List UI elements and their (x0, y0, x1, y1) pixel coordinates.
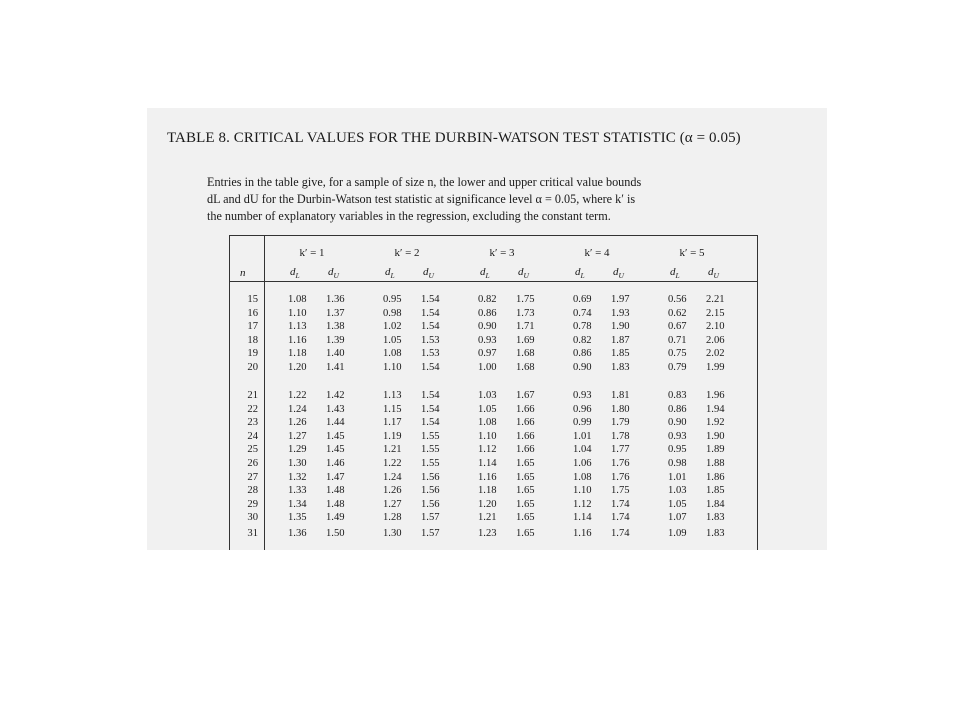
k-header: k′ = 1 (299, 247, 325, 259)
du-cell: 1.78 (611, 430, 630, 442)
dl-cell: 1.10 (288, 307, 307, 319)
du-cell: 1.80 (611, 403, 630, 415)
du-cell: 1.83 (706, 528, 725, 539)
du-cell: 1.57 (421, 512, 440, 524)
dl-cell: 1.12 (478, 444, 497, 456)
dl-cell: 1.36 (288, 528, 307, 539)
du-cell: 1.76 (611, 471, 630, 483)
dl-cell: 0.93 (478, 334, 497, 346)
du-cell: 1.79 (611, 417, 630, 429)
du-cell: 1.65 (516, 498, 535, 510)
n-cell: 31 (247, 528, 258, 539)
dl-cell: 1.08 (383, 348, 402, 360)
dl-cell: 1.10 (573, 485, 592, 497)
du-cell: 1.66 (516, 444, 535, 456)
dl-cell: 1.01 (573, 430, 592, 442)
dl-cell: 1.28 (383, 512, 402, 524)
dl-cell: 0.90 (573, 362, 592, 373)
n-cell: 22 (247, 403, 258, 415)
du-cell: 1.88 (706, 458, 725, 469)
du-cell: 1.83 (611, 362, 630, 373)
dl-cell: 0.96 (573, 403, 592, 415)
du-cell: 1.86 (706, 471, 725, 483)
du-cell: 1.69 (516, 334, 535, 346)
du-cell: 1.49 (326, 512, 345, 524)
table-row (230, 417, 757, 431)
dl-cell: 1.18 (288, 348, 307, 360)
n-cell: 21 (247, 390, 258, 401)
du-cell: 1.42 (326, 390, 345, 401)
du-cell: 1.56 (421, 485, 440, 497)
dl-cell: 1.07 (668, 512, 687, 524)
table-row (230, 404, 757, 418)
table-row (230, 528, 757, 542)
dl-cell: 0.71 (668, 334, 687, 346)
n-cell: 30 (247, 512, 258, 524)
table-row (230, 348, 757, 362)
du-cell: 1.36 (326, 294, 345, 305)
du-header: $d_U$ (613, 266, 624, 281)
n-cell: 19 (247, 348, 258, 360)
du-cell: 1.74 (611, 512, 630, 524)
du-cell: 1.54 (421, 307, 440, 319)
du-cell: 1.37 (326, 307, 345, 319)
du-cell: 1.41 (326, 362, 345, 373)
dl-cell: 1.09 (668, 528, 687, 539)
du-cell: 1.68 (516, 348, 535, 360)
dl-cell: 1.35 (288, 512, 307, 524)
du-header: $d_U$ (708, 266, 719, 281)
n-cell: 15 (247, 294, 258, 305)
dl-cell: 0.93 (668, 430, 687, 442)
dl-cell: 1.30 (383, 528, 402, 539)
du-cell: 1.81 (611, 390, 630, 401)
du-cell: 1.97 (611, 294, 630, 305)
n-cell: 24 (247, 430, 258, 442)
du-cell: 2.21 (706, 294, 725, 305)
dl-cell: 1.14 (478, 458, 497, 469)
dl-cell: 1.32 (288, 471, 307, 483)
du-cell: 1.89 (706, 444, 725, 456)
dl-cell: 1.21 (478, 512, 497, 524)
table-row (230, 499, 757, 513)
du-cell: 1.66 (516, 403, 535, 415)
dl-cell: 1.00 (478, 362, 497, 373)
k-header: k′ = 2 (394, 247, 420, 259)
du-cell: 1.57 (421, 528, 440, 539)
du-cell: 1.45 (326, 444, 345, 456)
du-cell: 1.83 (706, 512, 725, 524)
du-cell: 1.90 (706, 430, 725, 442)
k-header: k′ = 5 (679, 247, 705, 259)
du-cell: 1.48 (326, 485, 345, 497)
dl-cell: 1.10 (478, 430, 497, 442)
du-cell: 2.06 (706, 334, 725, 346)
dl-cell: 1.16 (573, 528, 592, 539)
table-row (230, 472, 757, 486)
dl-cell: 1.27 (383, 498, 402, 510)
dl-cell: 0.95 (383, 294, 402, 305)
dl-cell: 1.27 (288, 430, 307, 442)
dl-cell: 1.16 (478, 471, 497, 483)
dl-cell: 0.62 (668, 307, 687, 319)
du-cell: 1.45 (326, 430, 345, 442)
dl-cell: 0.67 (668, 321, 687, 333)
dl-header: $d_L$ (385, 266, 395, 281)
du-cell: 1.39 (326, 334, 345, 346)
dl-cell: 0.56 (668, 294, 687, 305)
du-cell: 1.66 (516, 417, 535, 429)
dl-cell: 1.03 (478, 390, 497, 401)
dl-cell: 0.90 (668, 417, 687, 429)
dl-cell: 1.14 (573, 512, 592, 524)
du-cell: 1.65 (516, 485, 535, 497)
dl-cell: 1.02 (383, 321, 402, 333)
dl-cell: 1.05 (668, 498, 687, 510)
n-cell: 25 (247, 444, 258, 456)
dl-cell: 1.33 (288, 485, 307, 497)
du-cell: 1.77 (611, 444, 630, 456)
dl-cell: 0.99 (573, 417, 592, 429)
du-cell: 1.65 (516, 471, 535, 483)
du-cell: 1.54 (421, 294, 440, 305)
dl-cell: 0.78 (573, 321, 592, 333)
du-cell: 1.76 (611, 458, 630, 469)
dl-cell: 1.22 (383, 458, 402, 469)
dl-cell: 1.01 (668, 471, 687, 483)
dl-cell: 1.29 (288, 444, 307, 456)
table-row (230, 321, 757, 335)
du-cell: 1.56 (421, 471, 440, 483)
du-cell: 2.10 (706, 321, 725, 333)
dl-cell: 1.19 (383, 430, 402, 442)
n-cell: 27 (247, 471, 258, 483)
dl-cell: 1.08 (573, 471, 592, 483)
dl-cell: 1.05 (478, 403, 497, 415)
dl-cell: 1.26 (288, 417, 307, 429)
n-cell: 16 (247, 307, 258, 319)
dl-cell: 1.24 (383, 471, 402, 483)
dl-cell: 0.93 (573, 390, 592, 401)
du-cell: 1.75 (611, 485, 630, 497)
table-row (230, 390, 757, 404)
dl-cell: 0.69 (573, 294, 592, 305)
k-header: k′ = 3 (489, 247, 515, 259)
dl-cell: 0.74 (573, 307, 592, 319)
du-cell: 1.38 (326, 321, 345, 333)
du-cell: 1.54 (421, 362, 440, 373)
critical-values-table (229, 235, 758, 550)
table-row (230, 294, 757, 308)
dl-cell: 1.34 (288, 498, 307, 510)
dl-cell: 0.98 (668, 458, 687, 469)
k-header: k′ = 4 (584, 247, 610, 259)
du-cell: 1.56 (421, 498, 440, 510)
description-line: dL and dU for the Durbin-Watson test statistic at significance level α = 0.05, where k′ is (207, 192, 636, 206)
dl-header: $d_L$ (575, 266, 585, 281)
du-cell: 1.74 (611, 498, 630, 510)
table-row (230, 458, 757, 472)
dl-cell: 1.26 (383, 485, 402, 497)
table-row (230, 485, 757, 499)
du-cell: 1.48 (326, 498, 345, 510)
du-cell: 1.55 (421, 430, 440, 442)
du-cell: 1.44 (326, 417, 345, 429)
du-cell: 1.47 (326, 471, 345, 483)
dl-cell: 1.30 (288, 458, 307, 469)
dl-cell: 1.13 (288, 321, 307, 333)
dl-cell: 0.83 (668, 390, 687, 401)
table-row (230, 335, 757, 349)
dl-cell: 1.08 (478, 417, 497, 429)
du-cell: 1.67 (516, 390, 535, 401)
du-cell: 1.99 (706, 362, 725, 373)
du-cell: 1.85 (611, 348, 630, 360)
du-cell: 1.54 (421, 417, 440, 429)
du-cell: 1.65 (516, 458, 535, 469)
du-cell: 1.74 (611, 528, 630, 539)
du-cell: 1.75 (516, 294, 535, 305)
dl-cell: 0.95 (668, 444, 687, 456)
dl-cell: 0.75 (668, 348, 687, 360)
du-cell: 1.68 (516, 362, 535, 373)
n-cell: 23 (247, 417, 258, 429)
dl-cell: 1.10 (383, 362, 402, 373)
dl-cell: 0.97 (478, 348, 497, 360)
dl-cell: 1.17 (383, 417, 402, 429)
dl-cell: 1.13 (383, 390, 402, 401)
dl-cell: 0.82 (478, 294, 497, 305)
dl-cell: 0.86 (573, 348, 592, 360)
n-cell: 29 (247, 498, 258, 510)
n-cell: 17 (247, 321, 258, 333)
dl-cell: 1.04 (573, 444, 592, 456)
n-cell: 18 (247, 334, 258, 346)
du-cell: 1.73 (516, 307, 535, 319)
du-header: $d_U$ (328, 266, 339, 281)
du-cell: 2.15 (706, 307, 725, 319)
dl-cell: 1.12 (573, 498, 592, 510)
du-cell: 1.65 (516, 528, 535, 539)
du-cell: 1.84 (706, 498, 725, 510)
table-row (230, 308, 757, 322)
description-line: the number of explanatory variables in the regression, excluding the constant term. (207, 209, 611, 223)
dl-cell: 1.22 (288, 390, 307, 401)
dl-header: $d_L$ (290, 266, 300, 281)
table-row (230, 431, 757, 445)
dl-cell: 0.90 (478, 321, 497, 333)
dl-cell: 0.79 (668, 362, 687, 373)
du-cell: 1.55 (421, 458, 440, 469)
du-header: $d_U$ (423, 266, 434, 281)
header-divider (230, 281, 757, 282)
du-cell: 1.46 (326, 458, 345, 469)
description-line: Entries in the table give, for a sample of size n, the lower and upper critical value bounds (207, 175, 642, 189)
dl-cell: 1.21 (383, 444, 402, 456)
dl-cell: 1.03 (668, 485, 687, 497)
dl-header: $d_L$ (480, 266, 490, 281)
n-cell: 28 (247, 485, 258, 497)
du-cell: 1.54 (421, 390, 440, 401)
dl-cell: 1.16 (288, 334, 307, 346)
du-cell: 1.53 (421, 334, 440, 346)
n-cell: 26 (247, 458, 258, 469)
n-column-header: n (240, 267, 246, 279)
du-cell: 1.55 (421, 444, 440, 456)
du-cell: 1.94 (706, 403, 725, 415)
du-cell: 2.02 (706, 348, 725, 360)
dl-cell: 1.20 (478, 498, 497, 510)
dl-cell: 1.15 (383, 403, 402, 415)
du-cell: 1.85 (706, 485, 725, 497)
scanned-page (147, 108, 827, 550)
n-cell: 20 (247, 362, 258, 373)
dl-cell: 1.18 (478, 485, 497, 497)
dl-cell: 1.05 (383, 334, 402, 346)
dl-cell: 0.98 (383, 307, 402, 319)
du-cell: 1.93 (611, 307, 630, 319)
dl-cell: 0.82 (573, 334, 592, 346)
du-cell: 1.40 (326, 348, 345, 360)
du-cell: 1.87 (611, 334, 630, 346)
dl-cell: 0.86 (478, 307, 497, 319)
du-cell: 1.96 (706, 390, 725, 401)
du-cell: 1.54 (421, 403, 440, 415)
table-row (230, 512, 757, 526)
du-cell: 1.66 (516, 430, 535, 442)
du-cell: 1.54 (421, 321, 440, 333)
dl-cell: 1.06 (573, 458, 592, 469)
dl-cell: 0.86 (668, 403, 687, 415)
du-cell: 1.53 (421, 348, 440, 360)
table-row (230, 362, 757, 376)
table-description (207, 174, 767, 225)
table-title: TABLE 8. CRITICAL VALUES FOR THE DURBIN-WATSON TEST STATISTIC (α = 0.05) (167, 130, 741, 146)
du-cell: 1.65 (516, 512, 535, 524)
du-header: $d_U$ (518, 266, 529, 281)
dl-header: $d_L$ (670, 266, 680, 281)
dl-cell: 1.20 (288, 362, 307, 373)
du-cell: 1.71 (516, 321, 535, 333)
du-cell: 1.43 (326, 403, 345, 415)
dl-cell: 1.24 (288, 403, 307, 415)
dl-cell: 1.23 (478, 528, 497, 539)
du-cell: 1.92 (706, 417, 725, 429)
dl-cell: 1.08 (288, 294, 307, 305)
du-cell: 1.50 (326, 528, 345, 539)
table-row (230, 444, 757, 458)
du-cell: 1.90 (611, 321, 630, 333)
